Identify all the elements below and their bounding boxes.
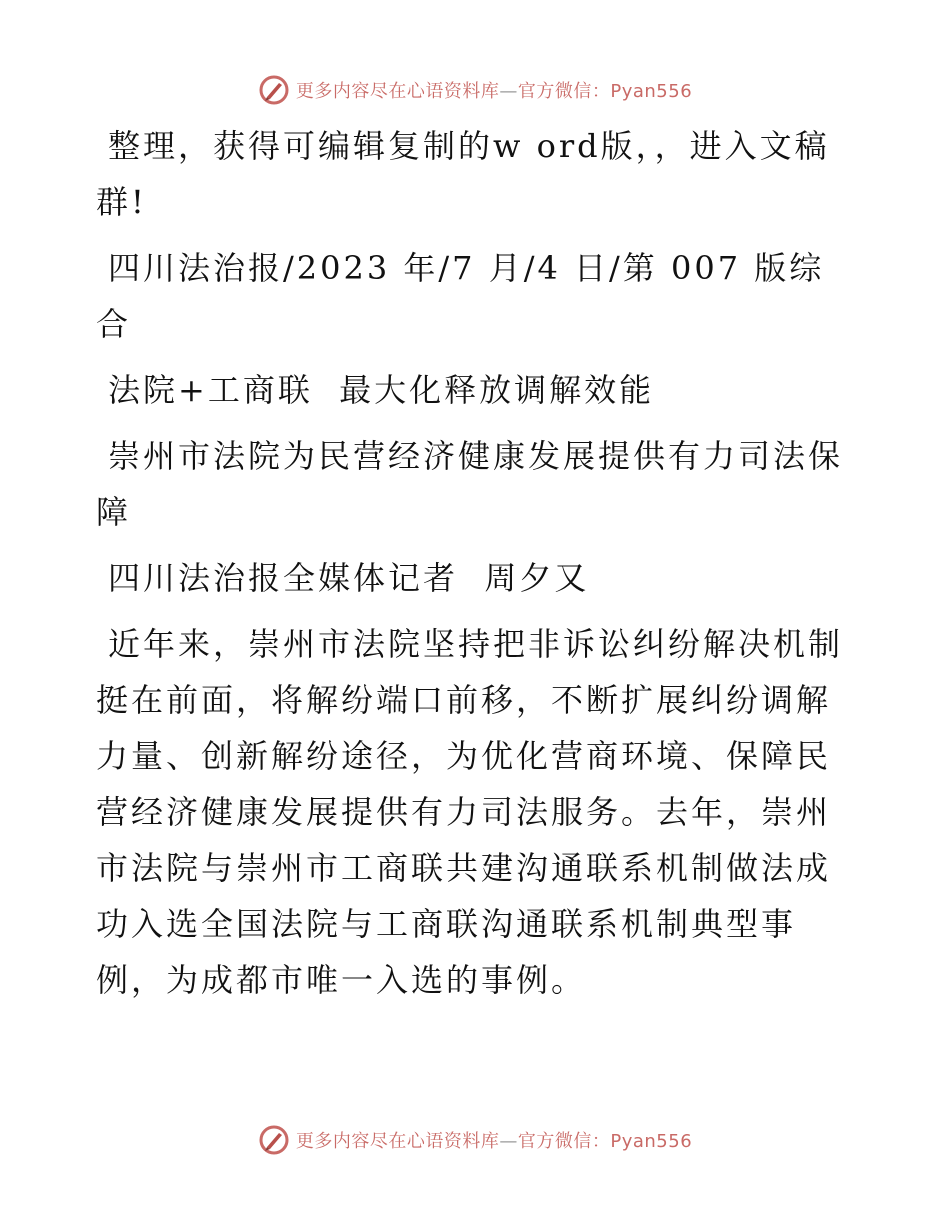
watermark-text	[296, 1127, 692, 1153]
paragraph-headline: 法院+工商联 最大化释放调解效能	[108, 371, 655, 409]
watermark-wechat-handle: Pyan556	[610, 1131, 693, 1152]
watermark-title: 更多内容尽在心语资料库	[295, 81, 500, 102]
header-watermark	[0, 70, 950, 110]
watermark-group	[258, 1124, 692, 1156]
paragraph-intro: 整理，获得可编辑复制的w ord版，，进入文稿群!	[96, 127, 830, 221]
quill-logo-icon	[258, 1124, 290, 1156]
paragraph-subheadline: 崇州市法院为民营经济健康发展提供有力司法保障	[96, 437, 844, 531]
quill-logo-icon	[258, 74, 290, 106]
paragraph-source: 四川法治报/2023 年/7 月/4 日/第 007 版综合	[96, 249, 825, 343]
watermark-group	[258, 74, 692, 106]
watermark-wechat-label: 官方微信：	[517, 1131, 611, 1152]
watermark-dash: —	[499, 1131, 518, 1152]
watermark-title: 更多内容尽在心语资料库	[295, 1131, 500, 1152]
watermark-wechat-handle: Pyan556	[610, 81, 693, 102]
paragraph-body: 近年来，崇州市法院坚持把非诉讼纠纷解决机制挺在前面，将解纷端口前移，不断扩展纠纷调解力量、创新解纷途径，为优化营商环境、保障民营经济健康发展提供有力司法服务。去年，崇州市法院与崇州市工商联共建沟通联系机制做法成功入选全国法院与工商联沟通联系机制典型事例，为成都市唯一入选的事例。	[96, 625, 844, 999]
watermark-dash: —	[499, 81, 518, 102]
document-body	[96, 118, 856, 1008]
watermark-text	[296, 77, 692, 103]
paragraph-byline: 四川法治报全媒体记者 周夕又	[108, 559, 590, 597]
watermark-wechat-label: 官方微信：	[517, 81, 611, 102]
footer-watermark	[0, 1120, 950, 1160]
